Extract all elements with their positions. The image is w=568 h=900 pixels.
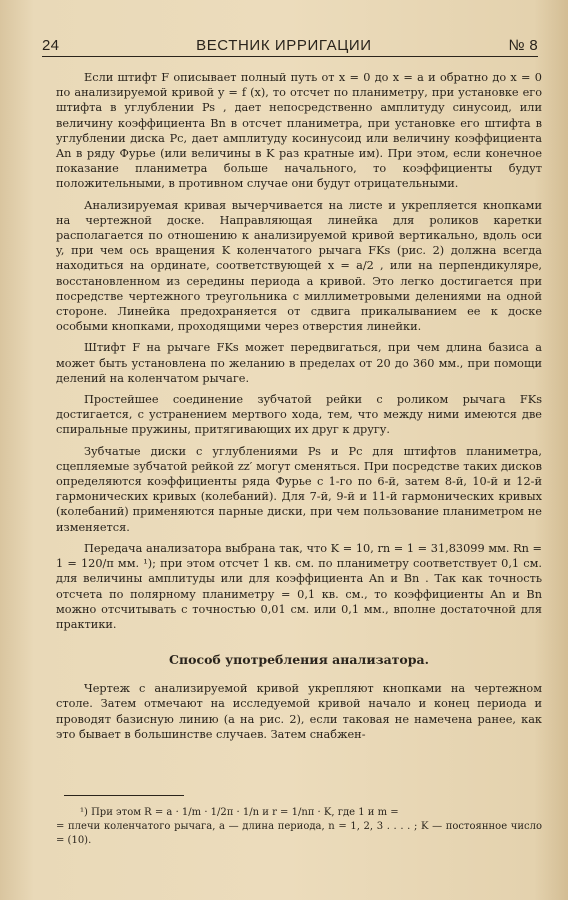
page-header bbox=[42, 34, 538, 57]
paragraph-pin-adjustment: Штифт F на рычаге FKs может передвигаться, при чем длина базиса a может быть установлена по желанию в пределах от 20 до 360 мм., при помощи делений на коленчатом рычаге. bbox=[56, 341, 542, 385]
paragraph-planimeter-reading: Если штифт F описывает полный путь от x = 0 до x = a и обратно до x = 0 по анализируемой кривой y = f (x), то отсчет по планиметру, при установке его штифта в углублении Ps , дает непосредственно амплитуду синусоид, или величину коэффициента Bn в отсчет планиметра, при установке его штифта в углублении диска Pc, дает амплитуду косинусоид или величину коэффициента An в ряду Фурье (или величины в K раз кратные им). При этом, если конечное показание планиметра больше начального, то коэффициенты будут положительными, в противном случае они будут отрицательными. bbox=[56, 71, 542, 191]
issue-number: № 8 bbox=[508, 37, 538, 54]
article-body bbox=[56, 70, 542, 742]
paragraph-curve-mounting: Анализируемая кривая вычерчивается на листе и укрепляется кнопками на чертежной доске. Направляющая линейка для роликов каретки располагается по отношению к анализируемой кривой вертикально, вдоль оси y, при чем ось вращения K коленчатого рычага FKs (рис. 2) должна всегда находиться на ординате, соответствующей x = a/2 , или на перпендикуляре, восстановленном из середины периода a кривой. Это легко достигается при посредстве чертежного треугольника с миллиметровыми делениями на одной стороне. Линейка предохраняется от сдвига прикалыванием ее к доске особыми кнопками, проходящими через отверстия линейки. bbox=[56, 198, 542, 334]
paragraph-transmission-ratio: Передача анализатора выбрана так, что K = 10, rn = 1 = 31,83099 мм. Rn = 1 = 120/π мм. ¹); при этом отсчет 1 кв. см. по планиметру соответствует 0,1 см. для величины амплитуды или для коэффициента An и Bn . Так как точность отсчета по полярному планиметру = 0,1 кв. см., то коэффициенты An и Bn можно отсчитывать с точностью 0,01 см. или 0,1 мм., вполне достаточной для практики. bbox=[56, 541, 542, 631]
journal-title: ВЕСТНИК ИРРИГАЦИИ bbox=[196, 37, 372, 54]
section-title: Способ употребления анализатора. bbox=[169, 652, 429, 668]
footnote-divider bbox=[64, 795, 184, 796]
paragraph-rack-connection: Простейшее соединение зубчатой рейки с роликом рычага FKs достигается, с устранением мертвого хода, тем, что между ними имеются две спиральные пружины, притягивающих их друг к другу. bbox=[56, 393, 542, 437]
footnote-line-1: ¹) При этом R = a · 1/m · 1/2π · 1/n и r = 1/nπ · K, где 1 и m = bbox=[80, 807, 399, 818]
page-number: 24 bbox=[42, 37, 60, 54]
paragraph-gear-discs: Зубчатые диски с углублениями Ps и Pc для штифтов планиметра, сцепляемые зубчатой рейкой zz′ могут сменяться. При посредстве таких дисков определяются коэффициенты ряда Фурье с 1-го по 6-й, затем 8-й, 10-й и 12-й гармонических кривых (колебаний). Для 7-й, 9-й и 11-й гармонических кривых (колебаний) применяются парные диски, при чем пользование планиметром не изменяется. bbox=[56, 444, 542, 534]
footnote-line-2: = плечи коленчатого рычага, a — длина периода, n = 1, 2, 3 . . . . ; K — постоянное число = (10). bbox=[56, 821, 542, 846]
footnote bbox=[56, 806, 542, 848]
paragraph-usage-method: Чертеж с анализируемой кривой укрепляют кнопками на чертежном столе. Затем отмечают на исследуемой кривой начало и конец периода и проводят базисную линию (a на рис. 2), если таковая не намечена ранее, как это бывает в большинстве случаев. Затем снабжен- bbox=[56, 682, 542, 741]
